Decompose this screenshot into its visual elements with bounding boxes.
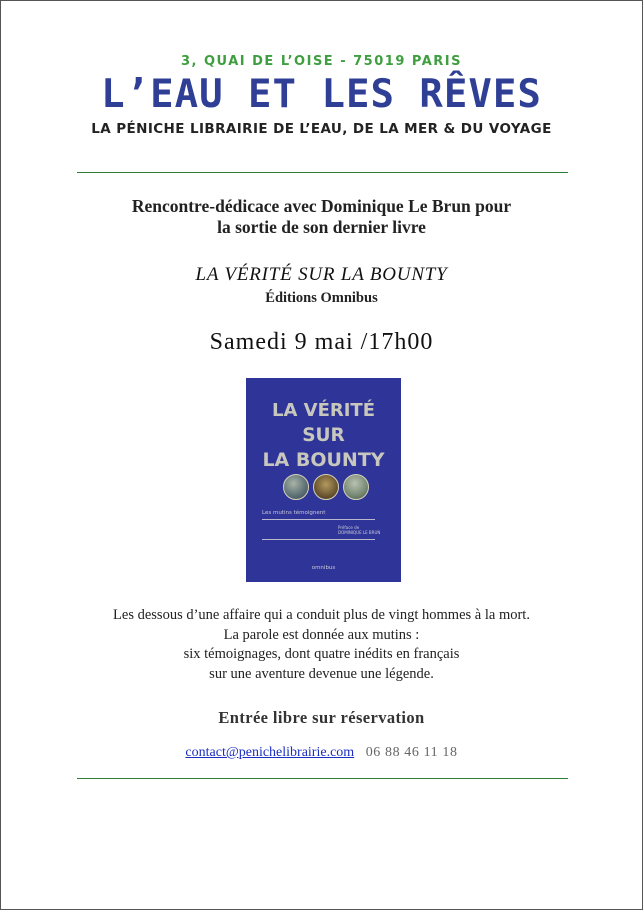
description-line-1: Les dessous d’une affaire qui a conduit plus de vingt hommes à la mort.	[113, 607, 530, 623]
bottom-divider	[77, 778, 568, 779]
cover-title	[246, 398, 401, 473]
event-date: Samedi 9 mai /17h00	[209, 329, 434, 355]
cover-preface-line-2: DOMINIQUE LE BRUN	[338, 530, 381, 535]
cover-divider	[262, 519, 375, 520]
cover-publisher: omnibus	[311, 565, 336, 571]
cover-medallion-ship	[283, 474, 309, 500]
cover-preface-line-1: Préface de	[338, 525, 360, 530]
cover-portrait-medallions	[283, 474, 367, 500]
book-title: LA VÉRITÉ SUR LA BOUNTY	[195, 264, 448, 285]
cover-title-line-3: LA BOUNTY	[262, 449, 385, 471]
description-line-4: sur une aventure devenue une légende.	[209, 665, 434, 682]
event-intro	[1, 196, 642, 238]
event-intro-line-1: Rencontre-dédicace avec Dominique Le Brun pour	[131, 196, 512, 216]
description-line-3: six témoignages, dont quatre inédits en français	[183, 646, 460, 662]
cover-subtitle: Les mutins témoignent	[262, 510, 326, 516]
cover-medallion-island	[343, 474, 369, 500]
book-cover-image	[246, 378, 401, 582]
contact-email-link[interactable]: contact@penichelibrairie.com	[185, 745, 355, 760]
contact-line	[1, 745, 642, 761]
top-divider	[77, 172, 568, 173]
cover-preface	[338, 525, 398, 535]
description-line-2: La parole est donnée aux mutins :	[223, 626, 420, 643]
shop-tagline: LA PÉNICHE LIBRAIRIE DE L’EAU, DE LA MER & DU VOYAGE	[91, 121, 552, 137]
shop-name-logo: L’EAU ET LES RÊVES	[101, 72, 542, 117]
book-publisher: Éditions Omnibus	[265, 290, 378, 306]
cover-divider	[262, 539, 375, 540]
cover-title-line-1: LA VÉRITÉ	[271, 400, 376, 421]
contact-phone: 06 88 46 11 18	[365, 745, 458, 760]
entry-notice: Entrée libre sur réservation	[218, 708, 425, 727]
event-intro-line-2: la sortie de son dernier livre	[217, 217, 426, 237]
book-description	[1, 606, 642, 684]
cover-medallion-portrait	[313, 474, 339, 500]
shop-address: 3, QUAI DE L’OISE - 75019 PARIS	[180, 54, 462, 69]
cover-title-line-2: SUR	[302, 425, 345, 446]
